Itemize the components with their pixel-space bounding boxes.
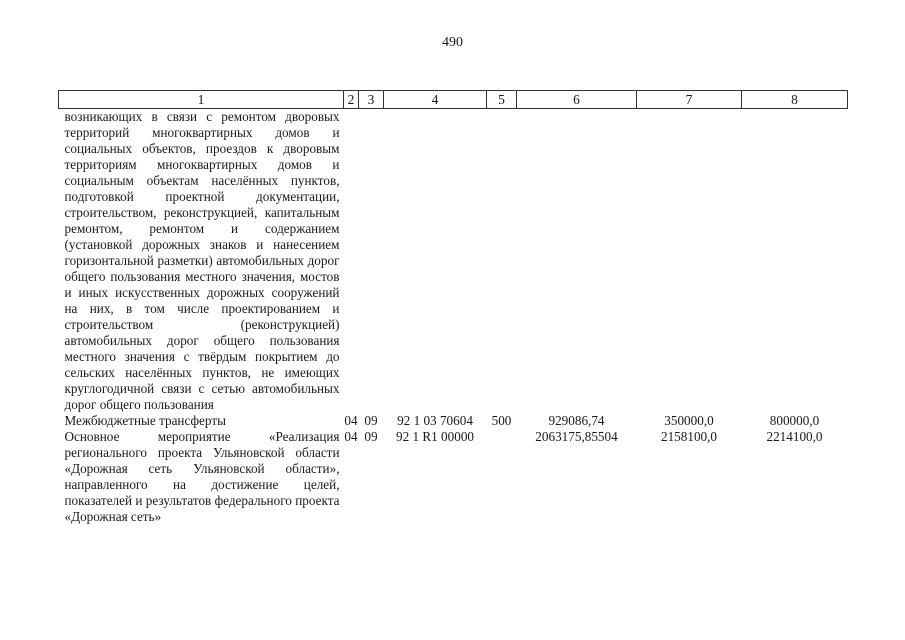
cell-amount-col6 [517, 109, 637, 414]
cell-subsection: 09 [364, 429, 378, 444]
cell-subsection: 09 [364, 413, 378, 428]
column-header-1: 1 [59, 91, 344, 109]
row-description: возникающих в связи с ремонтом дворовых территорий многоквартирных домов и социальных объектов, проездов к дворовым территориям многоквартирных домов и социальным объектам населённых пунктов, подготовкой проектной документации, строительством, реконструкцией, капитальным ремонтом, ремонтом и содержанием (установкой дорожных знаков и нанесением горизонтальной разметки) автомобильных дорог общего пользования местного значения, мостов и иных искусственных дорожных сооружений на них, в том числе проектированием и строительством (реконструкцией) автомобильных дорог общего пользования местного значения с твёрдым покрытием до сельских населённых пунктов, не имеющих круглогодичной связи с сетью автомобильных дорог общего пользования [64, 109, 340, 412]
cell-amount-col7: 2158100,0 [660, 429, 718, 444]
row-description: Межбюджетные трансферты [64, 413, 226, 428]
page-number: 490 [442, 35, 463, 50]
table-row [59, 413, 848, 429]
cell-target-article [384, 109, 487, 414]
cell-amount-col7 [637, 109, 742, 414]
cell-expense-type [487, 109, 517, 414]
table-header-row [59, 91, 848, 109]
budget-table [58, 90, 848, 525]
table-row [59, 429, 848, 525]
cell-subsection [359, 109, 384, 414]
row-description: Основное мероприятие «Реализация регионального проекта Ульяновской области «Дорожная сеть Ульяновской области», направленного на достижение целей, показателей и результатов федерального проекта «Дорожная сеть» [64, 429, 340, 524]
column-header-6: 6 [517, 91, 637, 109]
cell-target-article: 92 1 R1 00000 [395, 429, 475, 444]
cell-expense-type: 500 [491, 413, 512, 428]
cell-amount-col6: 929086,74 [548, 413, 605, 428]
cell-section [344, 109, 359, 414]
cell-amount-col7: 350000,0 [664, 413, 714, 428]
column-header-5: 5 [487, 91, 517, 109]
table-row [59, 109, 848, 414]
column-header-2: 2 [344, 91, 359, 109]
column-header-4: 4 [384, 91, 487, 109]
cell-section: 04 [344, 429, 358, 444]
cell-section: 04 [344, 413, 358, 428]
column-header-7: 7 [637, 91, 742, 109]
column-header-8: 8 [742, 91, 848, 109]
cell-expense-type [487, 429, 517, 525]
cell-target-article: 92 1 03 70604 [397, 413, 473, 428]
column-header-3: 3 [359, 91, 384, 109]
cell-amount-col6: 2063175,85504 [535, 429, 618, 444]
cell-amount-col8: 2214100,0 [766, 429, 823, 444]
cell-amount-col8: 800000,0 [769, 413, 820, 428]
cell-amount-col8 [742, 109, 848, 414]
